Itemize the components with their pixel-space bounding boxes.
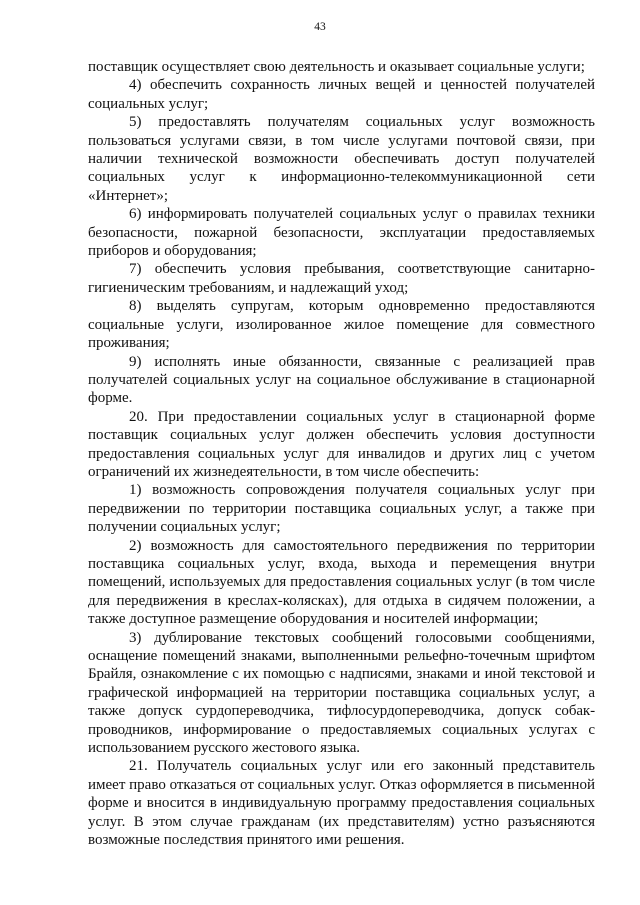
paragraph-item-4: 4) обеспечить сохранность личных вещей и ценностей получателей социальных услуг; <box>88 77 595 112</box>
paragraph-clause-20-item-2: 2) возможность для самостоятельного передвижения по территории поставщика социальных услуг, входа, выхода и перемещения внутри помещений, используемых для предоставления социальных услуг (в том числе для передвижения в креслах-колясках), для отдыха в сидячем положении, а также доступное размещение оборудования и носителей информации; <box>88 537 595 628</box>
paragraph-item-7: 7) обеспечить условия пребывания, соответствующие санитарно-гигиеническим требованиям, и надлежащий уход; <box>88 261 595 296</box>
paragraph-clause-20-item-1: 1) возможность сопровождения получателя социальных услуг при передвижении по территории поставщика социальных услуг, а также при получении социальных услуг; <box>88 482 595 536</box>
paragraph-clause-20: 20. При предоставлении социальных услуг в стационарной форме поставщик социальных услуг должен обеспечить условия доступности предоставления социальных услуг для инвалидов и других лиц с учетом ограничений их жизнедеятельности, в том числе обеспечить: <box>88 408 595 480</box>
paragraph-clause-21: 21. Получатель социальных услуг или его законный представитель имеет право отказаться от социальных услуг. Отказ оформляется в письменной форме и вносится в индивидуальную программу предоставления социальных услуг. В этом случае гражданам (их представителям) устно разъясняются возможные последствия принятого ими решения. <box>88 758 595 849</box>
paragraph-item-5: 5) предоставлять получателям социальных услуг возможность пользоваться услугами связи, в том числе услугами почтовой связи, при наличии технической возможности обеспечивать доступ получателей социальных услуг к информационно-телекоммуникационной сети «Интернет»; <box>88 114 595 204</box>
paragraph-item-9: 9) исполнять иные обязанности, связанные с реализацией прав получателей социальных услуг на социальное обслуживание в стационарной форме. <box>88 353 595 407</box>
paragraph-item-8: 8) выделять супругам, которым одновременно предоставляются социальные услуги, изолированное жилое помещение для совместного проживания; <box>88 298 595 352</box>
paragraph-continuation: поставщик осуществляет свою деятельность и оказывает социальные услуги; <box>88 59 585 75</box>
paragraph-item-6: 6) информировать получателей социальных услуг о правилах техники безопасности, пожарной безопасности, эксплуатации предоставляемых приборов и оборудования; <box>88 206 595 260</box>
document-body <box>88 58 595 849</box>
paragraph-clause-20-item-3: 3) дублирование текстовых сообщений голосовыми сообщениями, оснащение помещений знаками, выполненными рельефно-точечным шрифтом Брайля, ознакомление с их помощью с надписями, знаками и иной текстовой и графической информацией на территории поставщика социальных услуг, а также допуск сурдопереводчика, тифлосурдопереводчика, допуск собак-проводников, информирование о предоставляемых социальных услугах с использованием русского жестового языка. <box>88 629 595 757</box>
page-number: 43 <box>314 21 326 33</box>
